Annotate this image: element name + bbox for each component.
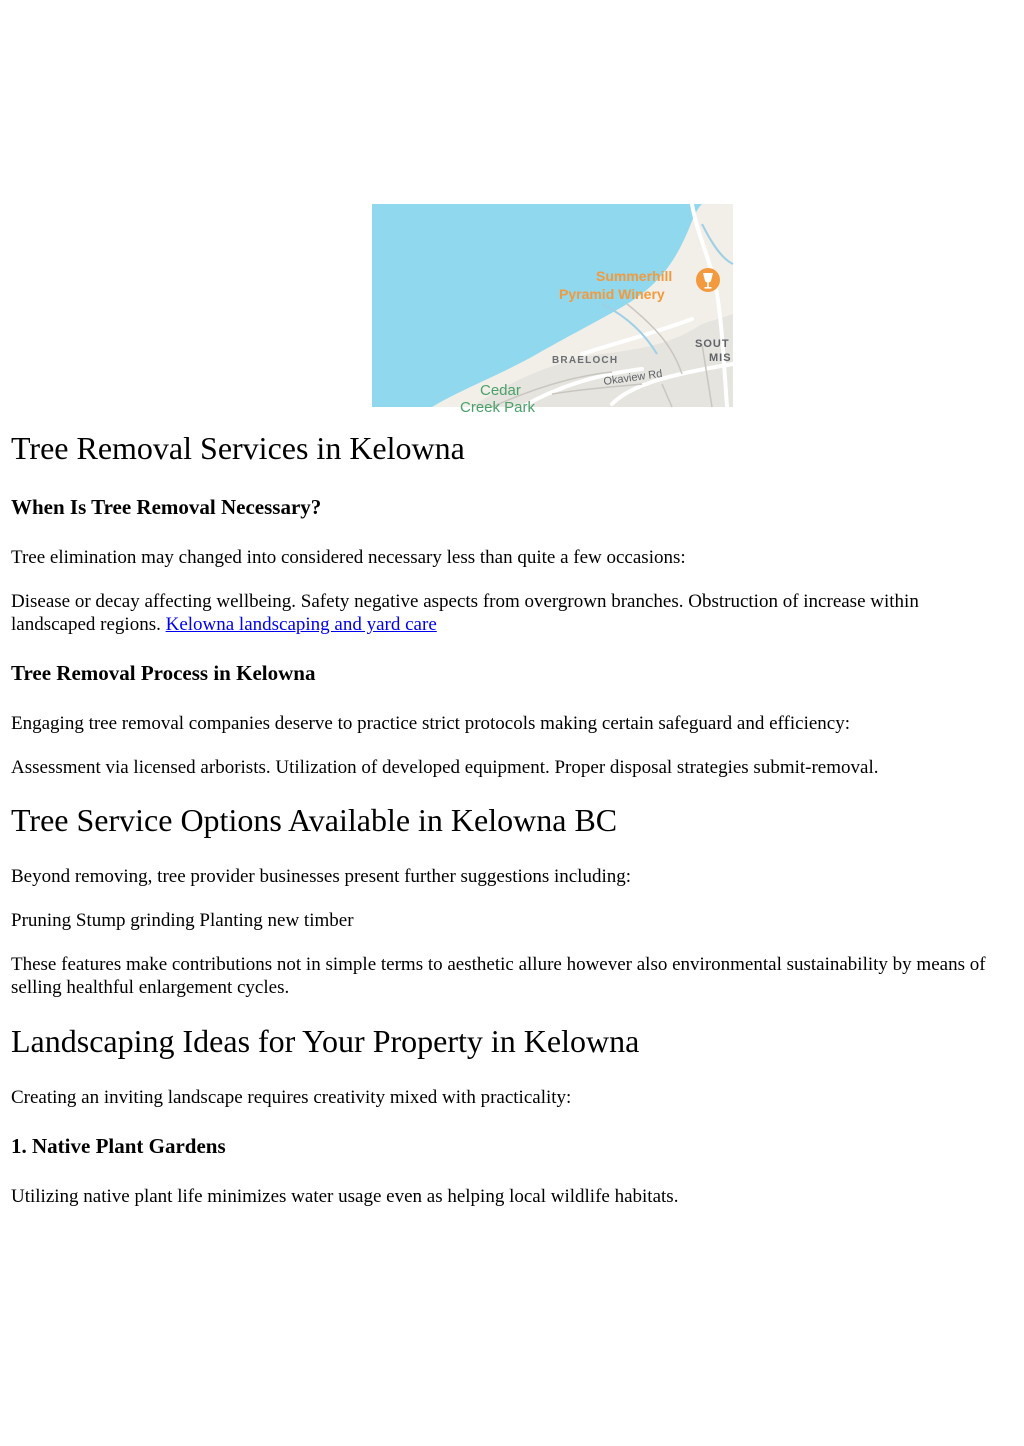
- wine-glass-icon: [696, 268, 720, 292]
- paragraph-disease-text: Disease or decay affecting wellbeing. Safety negative aspects from overgrown branches. Obstruction of increase within landscaped regions.: [11, 591, 919, 635]
- heading-landscaping-ideas: Landscaping Ideas for Your Property in Kelowna: [11, 1023, 640, 1059]
- heading-tree-removal-services: Tree Removal Services in Kelowna: [11, 430, 465, 466]
- paragraph-pruning: Pruning Stump grinding Planting new timber: [11, 910, 354, 931]
- paragraph-assessment: Assessment via licensed arborists. Utilization of developed equipment. Proper disposal strategies submit-removal.: [11, 757, 879, 778]
- heading-service-options: Tree Service Options Available in Kelowna BC: [11, 802, 618, 838]
- map-label-poi-line1: Summerhill: [596, 268, 673, 284]
- paragraph-disease: [11, 590, 1006, 636]
- map-image: [372, 204, 733, 416]
- map-label-poi-line2: Pyramid Winery: [559, 286, 665, 302]
- map-label-road: Okaview Rd: [602, 367, 664, 388]
- paragraph-engaging: Engaging tree removal companies deserve to practice strict protocols making certain safeguard and efficiency:: [11, 713, 850, 734]
- map-label-area1: SOUT: [695, 338, 730, 350]
- heading-removal-process: Tree Removal Process in Kelowna: [11, 661, 316, 685]
- paragraph-elimination: Tree elimination may changed into considered necessary less than quite a few occasions:: [11, 547, 686, 568]
- paragraph-creating: Creating an inviting landscape requires creativity mixed with practicality:: [11, 1087, 572, 1108]
- heading-when-necessary: When Is Tree Removal Necessary?: [11, 495, 322, 519]
- map-label-area2: MIS: [709, 352, 732, 364]
- heading-native-plant-gardens: 1. Native Plant Gardens: [11, 1134, 226, 1158]
- map-label-neighborhood: BRAELOCH: [552, 355, 619, 366]
- map-label-park-line1: Cedar: [480, 382, 521, 399]
- paragraph-utilizing: Utilizing native plant life minimizes water usage even as helping local wildlife habitats.: [11, 1186, 679, 1207]
- paragraph-beyond: Beyond removing, tree provider businesses present further suggestions including:: [11, 866, 632, 887]
- paragraph-features: These features make contributions not in simple terms to aesthetic allure however also environmental sustainability by means of selling healthful enlargement cycles.: [11, 954, 986, 998]
- map-label-park-line2: Creek Park: [460, 399, 536, 416]
- link-kelowna-landscaping[interactable]: Kelowna landscaping and yard care: [165, 614, 437, 635]
